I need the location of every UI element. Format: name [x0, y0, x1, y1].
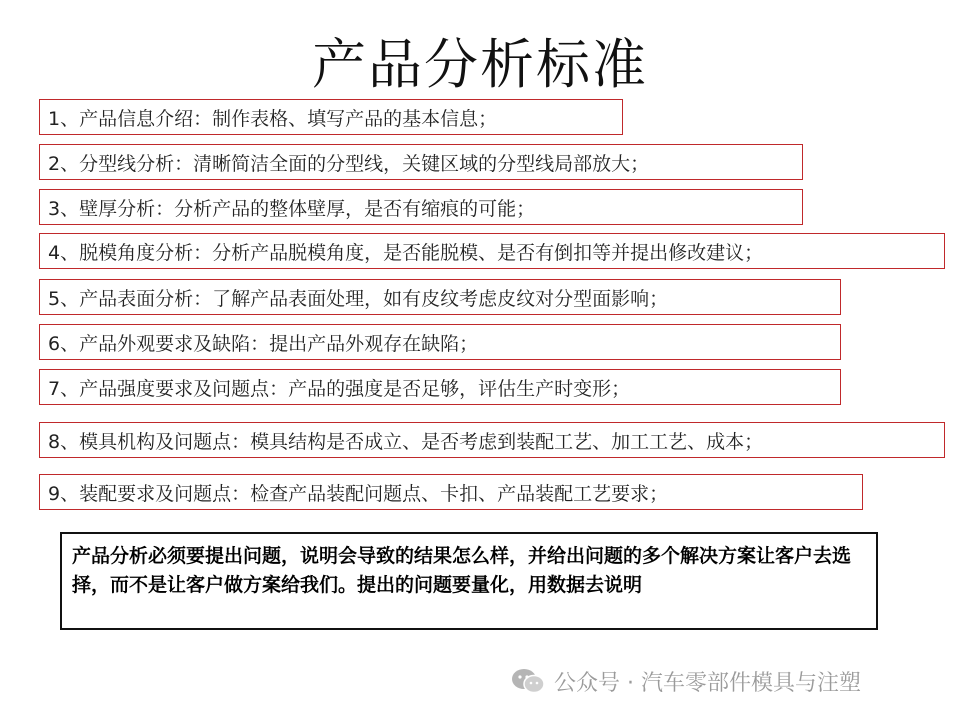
list-item-text: 1、产品信息介绍：制作表格、填写产品的基本信息；	[48, 107, 498, 130]
list-item	[39, 369, 841, 405]
watermark-text: 公众号 · 汽车零部件模具与注塑	[554, 670, 861, 696]
watermark	[510, 664, 861, 698]
summary-note-text: 产品分析必须要提出问题，说明会导致的结果怎么样，并给出问题的多个解决方案让客户去选择，而不是让客户做方案给我们。提出的问题要量化，用数据去说明	[72, 545, 852, 596]
wechat-icon	[510, 667, 546, 695]
list-item-text: 4、脱模角度分析：分析产品脱模角度，是否能脱模、是否有倒扣等并提出修改建议；	[48, 241, 764, 264]
list-item	[39, 422, 945, 458]
list-item-text: 2、分型线分析：清晰简洁全面的分型线，关键区域的分型线局部放大；	[48, 152, 650, 175]
list-item	[39, 279, 841, 315]
list-item	[39, 144, 803, 180]
list-item	[39, 233, 945, 269]
list-item-text: 7、产品强度要求及问题点：产品的强度是否足够，评估生产时变形；	[48, 377, 631, 400]
list-item	[39, 474, 863, 510]
list-item	[39, 99, 623, 135]
list-item-text: 5、产品表面分析：了解产品表面处理，如有皮纹考虑皮纹对分型面影响；	[48, 287, 669, 310]
list-item-text: 6、产品外观要求及缺陷：提出产品外观存在缺陷；	[48, 332, 479, 355]
list-item-text: 8、模具机构及问题点：模具结构是否成立、是否考虑到装配工艺、加工工艺、成本；	[48, 430, 764, 453]
page-title: 产品分析标准	[312, 33, 648, 96]
list-item-text: 3、壁厚分析：分析产品的整体壁厚，是否有缩痕的可能；	[48, 197, 536, 220]
summary-note-box	[60, 532, 878, 630]
list-item	[39, 324, 841, 360]
list-item-text: 9、装配要求及问题点：检查产品装配问题点、卡扣、产品装配工艺要求；	[48, 482, 669, 505]
list-item	[39, 189, 803, 225]
